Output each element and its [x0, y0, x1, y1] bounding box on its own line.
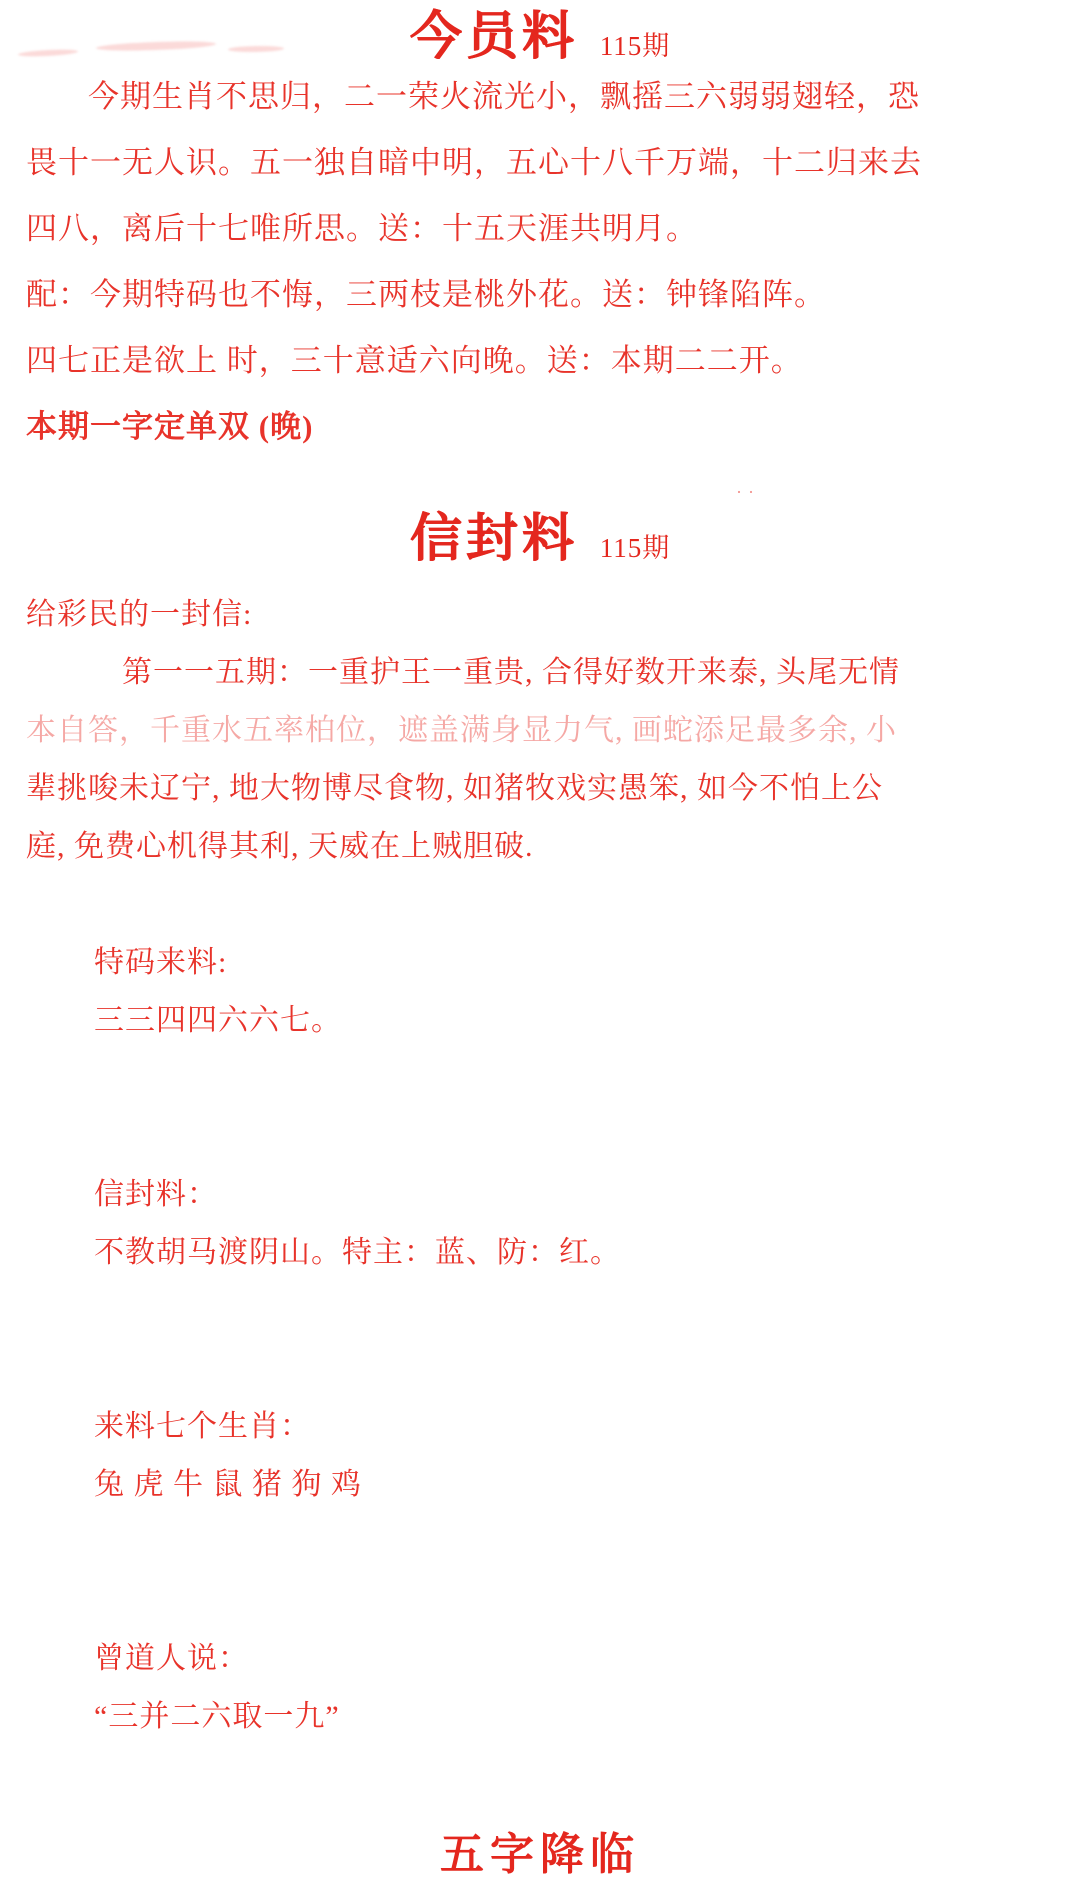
- special-code-label: 特码来料:: [94, 946, 228, 979]
- body-line: 四七正是欲上 时，三十意适六向晚。送：本期二二开。: [26, 343, 803, 378]
- body-line: 今期生肖不思归，二一荣火流光小，飘摇三六弱弱翅轻，恐: [88, 79, 920, 114]
- envelope-label: 信封料：: [94, 1178, 218, 1211]
- scan-dots-icon: ··: [736, 482, 760, 502]
- body-line: 配：今期特码也不悔，三两枝是桃外花。送：钟锋陷阵。: [26, 277, 826, 312]
- zodiac-label: 来料七个生肖：: [94, 1410, 311, 1443]
- body-line: 畏十一无人识。五一独自暗中明，五心十八千万端，十二归来去: [26, 145, 922, 180]
- section1-issue: 115期: [599, 31, 671, 61]
- special-code-value: 三三四四六六七。: [94, 1004, 342, 1037]
- footer-title: 五字降临: [440, 1830, 640, 1879]
- quote-value: “三并二六取一九”: [94, 1700, 340, 1733]
- salutation: 给彩民的一封信:: [26, 598, 253, 631]
- heading-spacer: [0, 566, 1080, 586]
- envelope-row: [26, 1108, 1054, 1340]
- body-line: 辈挑唆未辽宁, 地大物博尽食物, 如猪牧戏实愚笨, 如今不怕上公: [26, 772, 883, 805]
- body-line: 四八，离后十七唯所思。送：十五天涯共明月。: [26, 211, 698, 246]
- body-line-faded: 本自答，千重水五率柏位，遮盖满身显力气, 画蛇添足最多余, 小: [26, 714, 897, 747]
- zodiac-row: [26, 1340, 1054, 1572]
- section1-title: 今员料: [409, 9, 578, 66]
- section1-heading: [0, 9, 1080, 66]
- body-line-single-double: 本期一字定单双 (晚): [26, 409, 314, 444]
- special-code-row: [26, 876, 1054, 1108]
- section2-title: 信封料: [409, 511, 578, 568]
- quote-row: [26, 1572, 1054, 1804]
- section-xinfengliao: [0, 511, 1080, 1882]
- section1-body: [0, 64, 1080, 460]
- body-line: 庭, 免费心机得其利, 天威在上贼胆破.: [26, 830, 534, 863]
- body-line: 第一一五期：一重护王一重贵, 合得好数开来泰, 头尾无情: [122, 656, 900, 689]
- zodiac-value: 兔 虎 牛 鼠 猪 狗 鸡: [94, 1468, 362, 1501]
- section-jinyuanliao: [0, 9, 1080, 460]
- section2-heading: [0, 511, 1080, 568]
- section2-issue: 115期: [599, 533, 671, 563]
- section2-body: [0, 586, 1080, 1804]
- envelope-value: 不教胡马渡阴山。特主：蓝、防：红。: [94, 1236, 621, 1269]
- scanned-document-page: [0, 9, 1080, 1879]
- section-spacer: [0, 460, 1080, 514]
- quote-label: 曾道人说：: [94, 1642, 249, 1675]
